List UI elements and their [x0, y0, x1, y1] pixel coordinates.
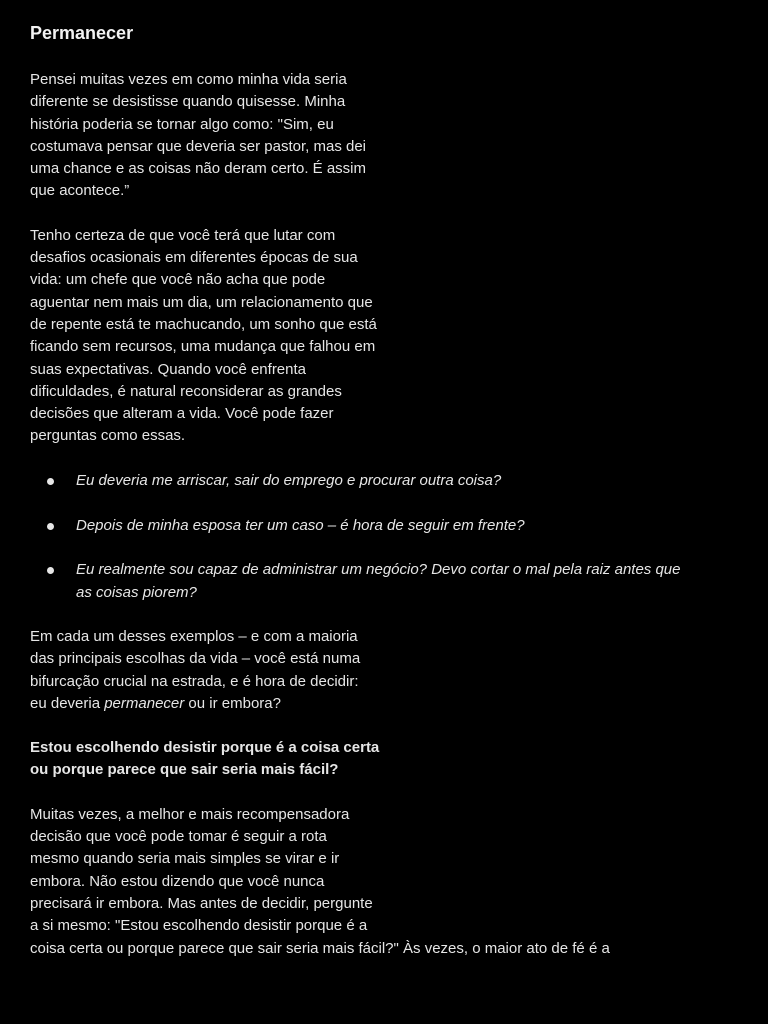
text-line: das principais escolhas da vida – você está numa [30, 650, 361, 668]
text-line: Estou escolhendo desistir porque é a coisa certa [30, 739, 380, 757]
text-line: Muitas vezes, a melhor e mais recompensadora [30, 805, 350, 823]
text-line: história poderia se tornar algo como: "Sim, eu [30, 115, 334, 133]
text-line: ficando sem recursos, uma mudança que falhou em [30, 338, 376, 356]
list-item-text: as coisas piorem? [76, 583, 197, 601]
bullet-dot-icon [47, 523, 54, 530]
text-line: costumava pensar que deveria ser pastor, mas dei [30, 137, 367, 155]
list-item [30, 470, 750, 492]
text-line: a si mesmo: "Estou escolhendo desistir porque é a [30, 917, 368, 935]
bullet-dot-icon [47, 567, 54, 574]
bold-question [30, 737, 750, 782]
list-item-text: Eu realmente sou capaz de administrar um negócio? Devo cortar o mal pela raiz antes que [76, 561, 681, 579]
paragraph-advice [30, 804, 750, 960]
text-line: dificuldades, é natural reconsiderar as grandes [30, 382, 342, 400]
text-line: decisão que você pode tomar é seguir a rota [30, 828, 327, 846]
text-run: ou ir embora? [184, 694, 281, 712]
bullet-dot-icon [47, 478, 54, 485]
text-line: coisa certa ou porque parece que sair seria mais fácil?" Às vezes, o maior ato de fé é a [30, 939, 610, 957]
text-line: Pensei muitas vezes em como minha vida seria [30, 71, 347, 88]
text-line: perguntas como essas. [30, 427, 186, 445]
paragraph-examples [30, 626, 750, 715]
list-item-text: Eu deveria me arriscar, sair do emprego e procurar outra coisa? [76, 471, 502, 489]
text-line: desafios ocasionais em diferentes épocas de sua [30, 249, 358, 267]
paragraph-intro [30, 69, 750, 203]
text-line: decisões que alteram a vida. Você pode fazer [30, 405, 334, 423]
text-line: Tenho certeza de que você terá que lutar com [30, 226, 336, 244]
list-item [30, 559, 750, 604]
text-line: que acontece.” [30, 182, 130, 200]
reader-page [30, 21, 750, 982]
text-line: aguentar nem mais um dia, um relacionamento que [30, 293, 373, 311]
paragraph-challenges [30, 225, 750, 448]
text-line: bifurcação crucial na estrada, e é hora de decidir: [30, 672, 359, 690]
text-line [30, 693, 750, 715]
text-line: suas expectativas. Quando você enfrenta [30, 360, 307, 378]
text-run: eu deveria [30, 694, 105, 712]
text-line: uma chance e as coisas não deram certo. É assim [30, 160, 366, 178]
text-line: diferente se desistisse quando quisesse. Minha [30, 93, 346, 111]
chapter-title: Permanecer [30, 23, 134, 43]
text-line: precisará ir embora. Mas antes de decidir, pergunte [30, 894, 373, 912]
text-line: de repente está te machucando, um sonho que está [30, 315, 377, 333]
text-line: ou porque parece que sair seria mais fácil? [30, 761, 339, 779]
text-line: vida: um chefe que você não acha que pode [30, 271, 326, 289]
text-line: embora. Não estou dizendo que você nunca [30, 872, 325, 890]
text-line: Em cada um desses exemplos – e com a maioria [30, 627, 358, 645]
text-line: mesmo quando seria mais simples se virar e ir [30, 850, 340, 868]
list-item-text: Depois de minha esposa ter um caso – é hora de seguir em frente? [76, 516, 525, 534]
emphasized-word: permanecer [104, 694, 185, 712]
list-item [30, 515, 750, 537]
question-list [30, 470, 750, 604]
